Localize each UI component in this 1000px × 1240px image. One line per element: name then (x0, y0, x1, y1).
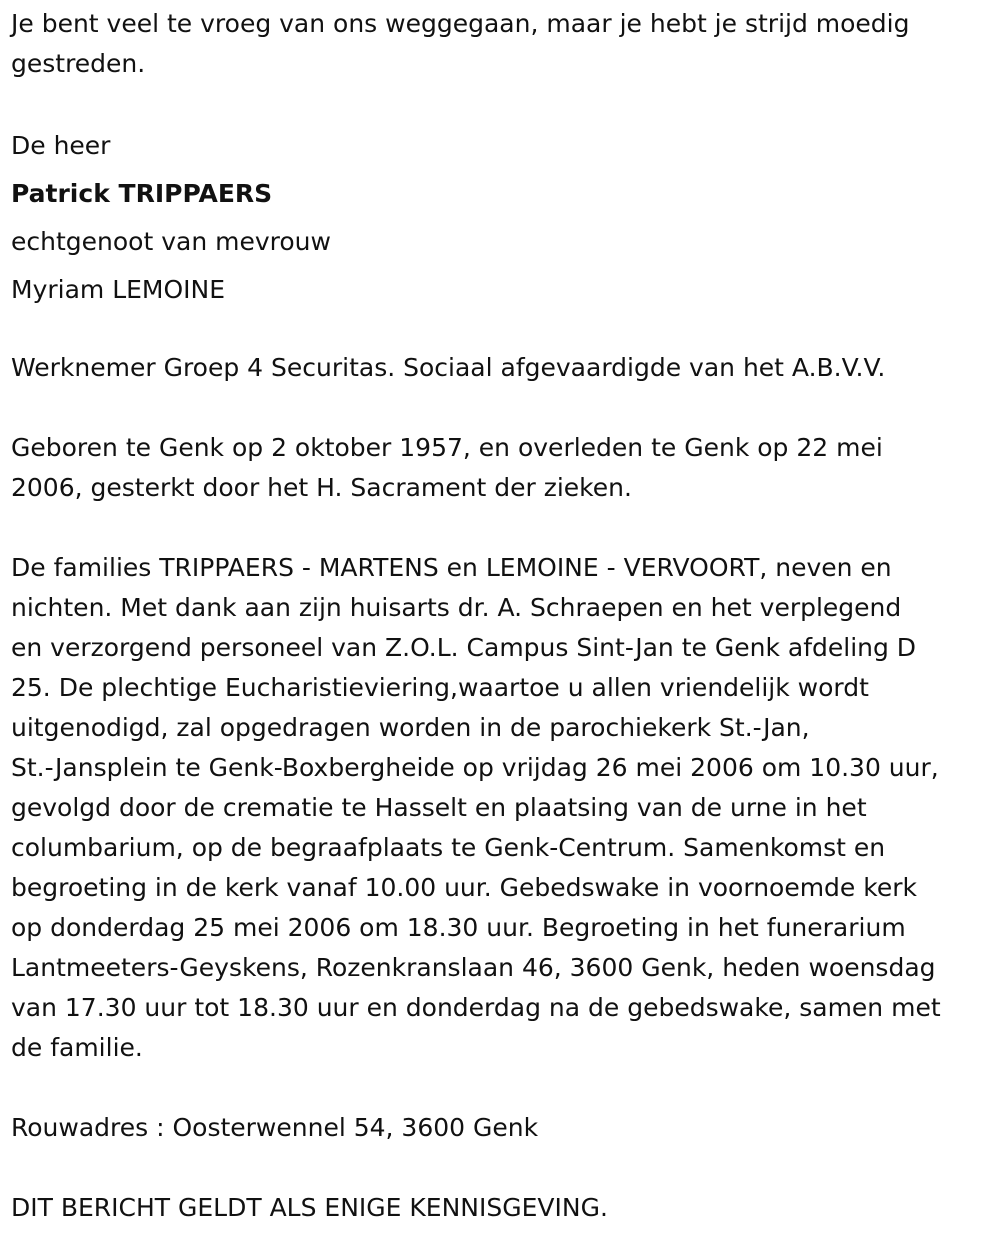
mourning-address: Rouwadres : Oosterwennel 54, 3600 Genk (11, 1113, 539, 1142)
family-line: en verzorgend personeel van Z.O.L. Campus Sint-Jan te Genk afdeling D (11, 633, 917, 662)
obituary-document (11, 4, 989, 1228)
family-line: gevolgd door de crematie te Hasselt en plaatsing van de urne in het (11, 793, 867, 822)
intro-paragraph (11, 4, 989, 84)
family-paragraph (11, 548, 989, 1068)
person-block (11, 122, 989, 314)
family-line: 25. De plechtige Eucharistieviering,waartoe u allen vriendelijk wordt (11, 673, 869, 702)
deceased-name: Patrick TRIPPAERS (11, 179, 273, 208)
occupation-line: Werknemer Groep 4 Securitas. Sociaal afgevaardigde van het A.B.V.V. (11, 353, 886, 382)
family-line: op donderdag 25 mei 2006 om 18.30 uur. Begroeting in het funerarium (11, 913, 906, 942)
family-line: de familie. (11, 1033, 143, 1062)
family-line: columbarium, op de begraafplaats te Genk-Centrum. Samenkomst en (11, 833, 886, 862)
address-paragraph (11, 1108, 989, 1148)
intro-line: Je bent veel te vroeg van ons weggegaan, maar je hebt je strijd moedig (11, 9, 910, 38)
birth-death-line: 2006, gesterkt door het H. Sacrament der zieken. (11, 473, 632, 502)
intro-line: gestreden. (11, 49, 146, 78)
family-line: nichten. Met dank aan zijn huisarts dr. A. Schraepen en het verplegend (11, 593, 902, 622)
family-line: van 17.30 uur tot 18.30 uur en donderdag na de gebedswake, samen met (11, 993, 941, 1022)
honorific: De heer (11, 131, 111, 160)
family-line: uitgenodigd, zal opgedragen worden in de parochiekerk St.-Jan, (11, 713, 810, 742)
occupation-paragraph (11, 348, 989, 388)
birth-death-line: Geboren te Genk op 2 oktober 1957, en overleden te Genk op 22 mei (11, 433, 883, 462)
spouse-name: Myriam LEMOINE (11, 275, 226, 304)
notice-paragraph (11, 1188, 989, 1228)
family-line: Lantmeeters-Geyskens, Rozenkranslaan 46, 3600 Genk, heden woensdag (11, 953, 936, 982)
family-line: begroeting in de kerk vanaf 10.00 uur. Gebedswake in voornoemde kerk (11, 873, 917, 902)
family-line: De families TRIPPAERS - MARTENS en LEMOINE - VERVOORT, neven en (11, 553, 892, 582)
spouse-relation: echtgenoot van mevrouw (11, 227, 331, 256)
family-line: St.-Jansplein te Genk-Boxbergheide op vrijdag 26 mei 2006 om 10.30 uur, (11, 753, 939, 782)
birth-death-paragraph (11, 428, 989, 508)
notice-text: DIT BERICHT GELDT ALS ENIGE KENNISGEVING. (11, 1193, 608, 1222)
